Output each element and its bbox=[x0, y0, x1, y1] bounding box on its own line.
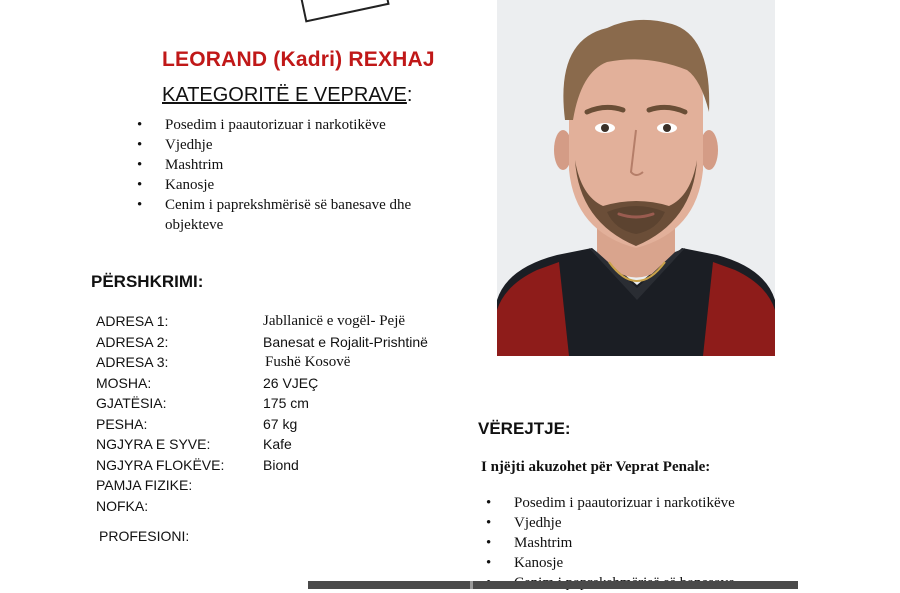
field-label: ADRESA 2: bbox=[96, 333, 169, 350]
table-row bbox=[96, 455, 428, 476]
field-label: PESHA: bbox=[96, 415, 148, 432]
field-value: Banesat e Rojalit-Prishtinë bbox=[263, 333, 428, 350]
offense-category-list bbox=[137, 115, 457, 235]
field-value: 67 kg bbox=[263, 415, 298, 432]
accused-offense-list bbox=[486, 493, 816, 593]
list-item: • Vjedhje bbox=[137, 135, 457, 155]
list-item: • Cenim i paprekshmërisë së banesave dhe objekteve bbox=[137, 195, 457, 235]
person-name: LEORAND (Kadri) REXHAJ bbox=[162, 48, 435, 71]
table-row bbox=[96, 332, 428, 353]
field-label: NGJYRA E SYVE: bbox=[96, 436, 211, 453]
profession-label: PROFESIONI: bbox=[99, 528, 190, 544]
list-item: • Mashtrim bbox=[137, 155, 457, 175]
field-value bbox=[263, 475, 428, 496]
field-label: GJATËSIA: bbox=[96, 395, 167, 412]
field-value: 26 VJEÇ bbox=[263, 374, 319, 391]
table-row bbox=[96, 434, 428, 455]
table-row bbox=[96, 475, 428, 496]
scrollbar-divider bbox=[470, 581, 473, 589]
suspect-photo bbox=[497, 0, 775, 356]
list-item: • Kanosje bbox=[486, 553, 816, 573]
field-label: MOSHA: bbox=[96, 374, 152, 391]
field-value bbox=[263, 496, 428, 517]
description-title: PËRSHKRIMI: bbox=[91, 272, 204, 291]
accused-statement: I njëjti akuzohet për Veprat Penale: bbox=[481, 459, 711, 475]
list-item: • Posedim i paautorizuar i narkotikëve bbox=[137, 115, 457, 135]
field-value: 175 cm bbox=[263, 395, 309, 412]
field-value: Kafe bbox=[263, 436, 292, 453]
bottom-scrollbar[interactable] bbox=[308, 581, 798, 589]
categories-heading-colon: : bbox=[406, 84, 413, 106]
stamp-box bbox=[296, 0, 389, 22]
table-row bbox=[96, 414, 428, 435]
description-table bbox=[96, 311, 428, 516]
list-item: • Posedim i paautorizuar i narkotikëve bbox=[486, 493, 816, 513]
table-row bbox=[96, 393, 428, 414]
field-value: Jabllanicë e vogël- Pejë bbox=[263, 312, 406, 329]
list-item: • Vjedhje bbox=[486, 513, 816, 533]
categories-heading-text: KATEGORITË E VEPRAVE bbox=[162, 84, 407, 106]
table-row bbox=[96, 496, 428, 517]
remarks-title: VËREJTJE: bbox=[478, 419, 571, 438]
field-value: Fushë Kosovë bbox=[265, 353, 351, 370]
field-label: PAMJA FIZIKE: bbox=[96, 477, 193, 494]
table-row bbox=[96, 373, 428, 394]
list-item: • Mashtrim bbox=[486, 533, 816, 553]
categories-heading bbox=[162, 84, 412, 107]
field-label: NOFKA: bbox=[96, 497, 149, 514]
field-label: ADRESA 3: bbox=[96, 354, 169, 371]
table-row bbox=[96, 311, 428, 332]
field-value: Biond bbox=[263, 456, 299, 473]
field-label: ADRESA 1: bbox=[96, 313, 169, 330]
table-row bbox=[96, 352, 428, 373]
list-item: • Kanosje bbox=[137, 175, 457, 195]
field-label: NGJYRA FLOKËVE: bbox=[96, 456, 225, 473]
